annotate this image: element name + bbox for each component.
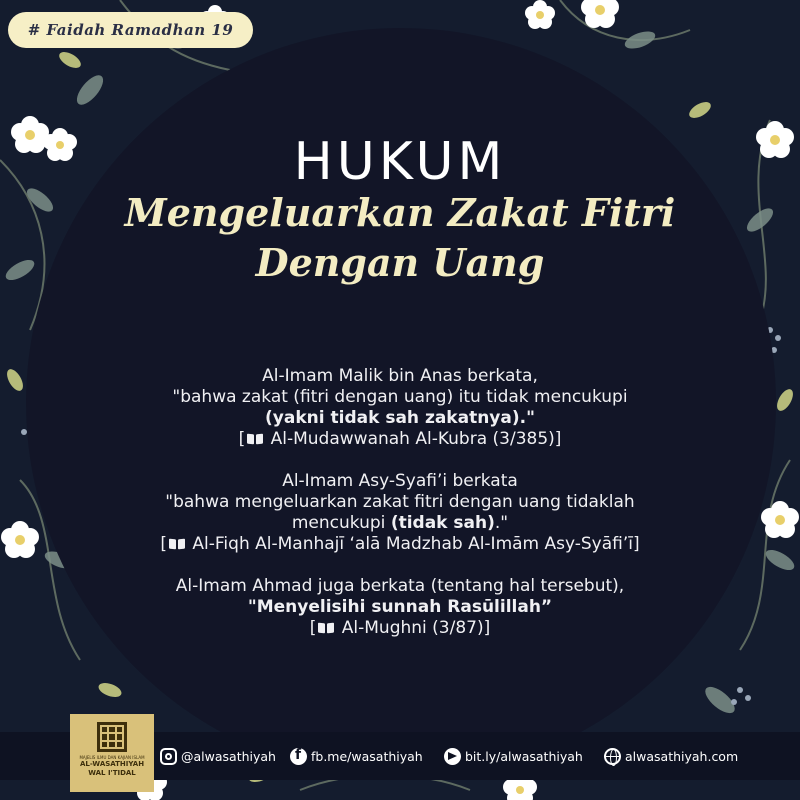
series-tag: # Faidah Ramadhan 19	[8, 12, 253, 48]
quote-source-text: Al-Fiqh Al-Manhajī ‘alā Madzhab Al-Imām Asy-Syāfi’ī	[192, 534, 633, 554]
telegram-link[interactable]	[444, 744, 583, 768]
quote-text-pre: mencukupi	[291, 513, 391, 533]
website-url: alwasathiyah.com	[625, 748, 739, 764]
logo-emblem-icon	[97, 722, 127, 752]
facebook-icon	[290, 748, 307, 765]
quote-text: "bahwa zakat (fitri dengan uang) itu tidak mencukupi	[172, 387, 628, 407]
quote-malik	[90, 366, 710, 450]
quote-attribution: Al-Imam Malik bin Anas berkata,	[262, 366, 538, 386]
quote-text-bold: "Menyelisihi sunnah Rasūlillah”	[247, 597, 553, 617]
logo-name-line-2: WAL I'TIDAL	[88, 769, 136, 777]
instagram-link[interactable]	[160, 744, 276, 768]
quote-source: [ Al-Mudawwanah Al-Kubra (3/385)]	[238, 429, 562, 449]
quote-syafii	[90, 471, 710, 555]
website-link[interactable]	[604, 744, 738, 768]
quote-source-text: Al-Mudawwanah Al-Kubra (3/385)	[270, 429, 555, 449]
quote-source-text: Al-Mughni (3/87)	[341, 618, 484, 638]
logo	[70, 714, 154, 792]
instagram-handle: @alwasathiyah	[181, 748, 276, 764]
quote-text: "bahwa mengeluarkan zakat fitri dengan uang tidaklah	[165, 492, 635, 512]
quote-text-line3	[90, 513, 710, 534]
facebook-url: fb.me/wasathiyah	[311, 748, 423, 764]
subtitle-line-1: Mengeluarkan Zakat Fitri	[124, 190, 676, 235]
book-icon	[247, 434, 263, 445]
logo-tagline: MAJELIS ILMU DAN KAJIAN ISLAM	[79, 755, 145, 760]
book-icon	[318, 623, 334, 634]
instagram-icon	[160, 748, 177, 765]
quotes-body	[90, 366, 710, 660]
logo-name-line-1: AL-WASATHIYAH	[79, 760, 145, 768]
book-icon	[169, 539, 185, 550]
quote-ahmad	[90, 576, 710, 639]
quote-attribution: Al-Imam Ahmad juga berkata (tentang hal tersebut),	[175, 576, 625, 596]
globe-icon	[604, 748, 621, 765]
quote-text-bold: (tidak sah)	[390, 513, 495, 533]
subtitle-line-2: Dengan Uang	[255, 240, 545, 285]
page-title: HUKUM	[293, 132, 507, 192]
telegram-icon	[444, 748, 461, 765]
facebook-link[interactable]	[290, 744, 423, 768]
quote-attribution: Al-Imam Asy-Syafi’i berkata	[282, 471, 518, 491]
quote-source: [ Al-Mughni (3/87)]	[309, 618, 491, 638]
quote-text-post: ."	[494, 513, 509, 533]
telegram-url: bit.ly/alwasathiyah	[465, 748, 583, 764]
quote-source: [ Al-Fiqh Al-Manhajī ‘alā Madzhab Al-Imām Asy-Syāfi’ī]	[160, 534, 640, 554]
quote-text-bold: (yakni tidak sah zakatnya)."	[265, 408, 535, 428]
